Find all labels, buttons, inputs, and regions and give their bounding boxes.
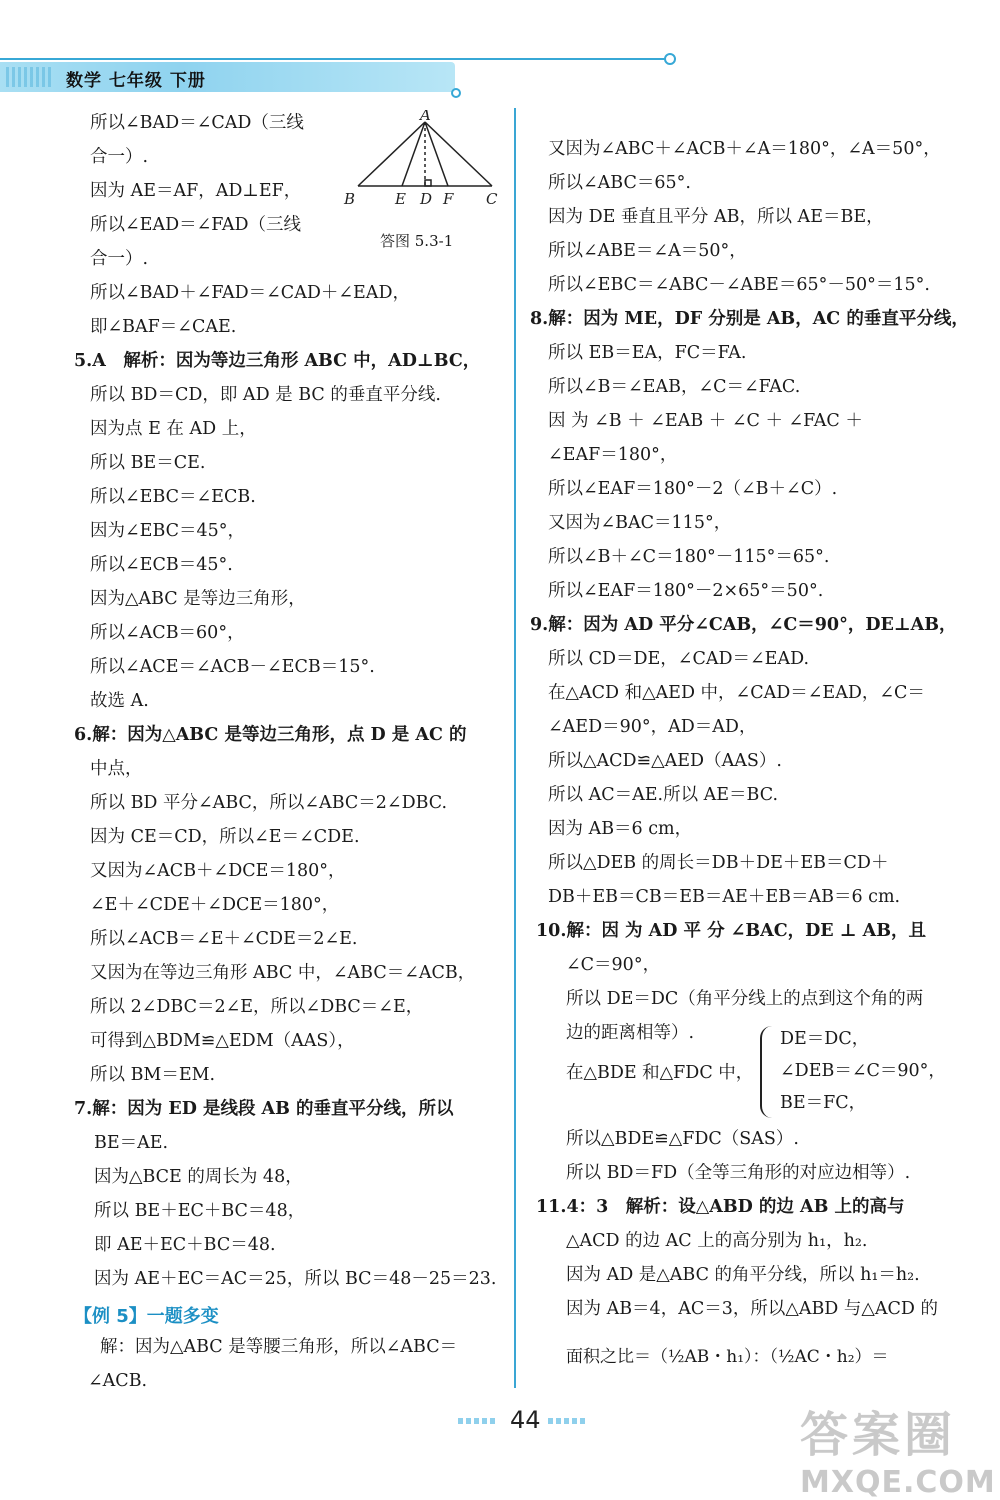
- left-line: 因为△BCE 的周长为 48，: [94, 1167, 303, 1187]
- left-line: 因为∠EBC＝45°，: [90, 521, 246, 541]
- header-rule-end-dot: [664, 53, 676, 65]
- left-line: 又因为∠ACB＋∠DCE＝180°，: [90, 861, 346, 881]
- right-line: 所以 BD＝FD（全等三角形的对应边相等）.: [566, 1163, 911, 1183]
- left-line: 所以∠EBC＝∠ECB.: [90, 487, 256, 507]
- right-line: 在△ACD 和△AED 中，∠CAD＝∠EAD，∠C＝: [548, 683, 925, 703]
- left-line: 所以 BE＝CE.: [90, 453, 206, 473]
- right-line: 所以∠B＋∠C＝180°－115°＝65°.: [548, 547, 830, 567]
- left-line: 所以 BD＝CD，即 AD 是 BC 的垂直平分线.: [90, 385, 441, 405]
- answer-7-heading: 7.解：因为 ED 是线段 AB 的垂直平分线，所以: [74, 1099, 454, 1119]
- left-line: 即∠BAF＝∠CAE.: [90, 317, 237, 337]
- right-line: 所以 EB＝EA，FC＝FA.: [548, 343, 747, 363]
- example-line: 解：因为△ABC 是等腰三角形，所以∠ABC＝: [100, 1337, 458, 1357]
- right-line: 所以 AC＝AE.所以 AE＝BC.: [548, 785, 779, 805]
- left-line: ∠E＋∠CDE＋∠DCE＝180°，: [90, 895, 340, 915]
- left-line: 中点，: [90, 759, 143, 779]
- right-line: △ACD 的边 AC 上的高分别为 h₁，h₂.: [566, 1231, 868, 1251]
- page-number-decoration: [548, 1418, 588, 1424]
- right-line: 所以 DE＝DC（角平分线上的点到这个角的两: [566, 989, 924, 1009]
- right-line: 所以∠EAF＝180°－2×65°＝50°.: [548, 581, 824, 601]
- watermark-title: 答案圈: [800, 1407, 957, 1463]
- header-decoration: [6, 67, 54, 87]
- page-number: 44: [510, 1406, 541, 1434]
- answer-5-heading: 5.A 解析：因为等边三角形 ABC 中，AD⊥BC，: [74, 351, 481, 371]
- watermark-url: MXQE.COM: [800, 1465, 996, 1500]
- left-line: 所以∠ECB＝45°.: [90, 555, 233, 575]
- right-line: 所以 CD＝DE，∠CAD＝∠EAD.: [548, 649, 810, 669]
- right-line: DB＋EB＝CB＝EB＝AE＋EB＝AB＝6 cm.: [548, 887, 901, 907]
- right-line: 因为 DE 垂直且平分 AB，所以 AE＝BE，: [548, 207, 884, 227]
- answer-8-heading: 8.解：因为 ME，DF 分别是 AB，AC 的垂直平分线，: [530, 309, 969, 329]
- right-line: ∠C＝90°，: [566, 955, 661, 975]
- right-line: ∠AED＝90°，AD＝AD，: [548, 717, 757, 737]
- left-line: 所以∠BAD＋∠FAD＝∠CAD＋∠EAD，: [90, 283, 410, 303]
- right-line: 又因为∠ABC＋∠ACB＋∠A＝180°，∠A＝50°，: [548, 139, 941, 159]
- right-line: 面积之比＝（½AB・h₁）：（½AC・h₂）＝: [566, 1347, 889, 1367]
- right-line: 所以∠B＝∠EAB，∠C＝∠FAC.: [548, 377, 801, 397]
- left-line: 所以 2∠DBC＝2∠E，所以∠DBC＝∠E，: [90, 997, 424, 1017]
- left-line: 因为 CE＝CD，所以∠E＝∠CDE.: [90, 827, 360, 847]
- system-lead: 在△BDE 和△FDC 中，: [566, 1063, 754, 1083]
- left-line: 合一）.: [90, 249, 149, 269]
- label-B: B: [344, 190, 356, 208]
- right-line: 因为 AB＝4，AC＝3，所以△ABD 与△ACD 的: [566, 1299, 938, 1319]
- system-row: ∠DEB＝∠C＝90°，: [780, 1061, 946, 1081]
- right-line: 又因为∠BAC＝115°，: [548, 513, 732, 533]
- answer-10-heading: 10.解：因 为 AD 平 分 ∠BAC，DE ⊥ AB，且: [536, 921, 926, 941]
- answer-11-heading: 11.4：3 解析：设△ABD 的边 AB 上的高与: [536, 1197, 905, 1217]
- label-E: E: [395, 190, 406, 208]
- example-line: ∠ACB.: [88, 1371, 148, 1391]
- label-D: D: [420, 190, 433, 208]
- left-line: 因为 AE＋EC＝AC＝25，所以 BC＝48－25＝23.: [94, 1269, 497, 1289]
- left-line: 所以 BD 平分∠ABC，所以∠ABC＝2∠DBC.: [90, 793, 448, 813]
- left-line: 所以∠ACB＝∠E＋∠CDE＝2∠E.: [90, 929, 358, 949]
- book-title: 数学 七年级 下册: [66, 71, 206, 91]
- left-line: 故选 A.: [90, 691, 149, 711]
- right-line: 所以∠EAF＝180°－2（∠B＋∠C）.: [548, 479, 838, 499]
- left-line: 所以 BM＝EM.: [90, 1065, 216, 1085]
- label-C: C: [486, 190, 498, 208]
- right-line: 所以∠EBC＝∠ABC－∠ABE＝65°－50°＝15°.: [548, 275, 930, 295]
- label-F: F: [443, 190, 454, 208]
- left-line: 因为点 E 在 AD 上，: [90, 419, 257, 439]
- left-line: 所以 BE＋EC＋BC＝48，: [94, 1201, 306, 1221]
- watermark: [800, 1396, 996, 1500]
- answer-6-heading: 6.解：因为△ABC 是等边三角形，点 D 是 AC 的: [74, 725, 467, 745]
- figure-caption: 答图 5.3-1: [380, 232, 454, 250]
- left-line: 合一）.: [90, 147, 149, 167]
- right-line: 边的距离相等）.: [566, 1023, 695, 1043]
- left-line: 又因为在等边三角形 ABC 中，∠ABC＝∠ACB，: [90, 963, 476, 983]
- right-line: 所以△BDE≌△FDC（SAS）.: [566, 1129, 799, 1149]
- right-line: 因为 AB＝6 cm，: [548, 819, 693, 839]
- left-line: 所以∠EAD＝∠FAD（三线: [90, 215, 302, 235]
- header-band-dot: [451, 88, 461, 98]
- left-line: 所以∠BAD＝∠CAD（三线: [90, 113, 304, 133]
- left-line: 因为 AE＝AF，AD⊥EF，: [90, 181, 302, 201]
- system-row: BE＝FC，: [780, 1093, 867, 1113]
- right-line: 所以∠ABC＝65°.: [548, 173, 691, 193]
- left-line: 可得到△BDM≌△EDM（AAS），: [90, 1031, 355, 1051]
- header-rule: [0, 58, 668, 60]
- left-line: 即 AE＋EC＋BC＝48.: [94, 1235, 276, 1255]
- left-line: 所以∠ACB＝60°，: [90, 623, 245, 643]
- page-number-decoration: [458, 1418, 498, 1424]
- system-brace: [760, 1026, 776, 1118]
- left-line: 所以∠ACE＝∠ACB－∠ECB＝15°.: [90, 657, 375, 677]
- right-line: 因 为 ∠B ＋ ∠EAB ＋ ∠C ＋ ∠FAC ＋: [548, 411, 863, 431]
- right-line: 所以△ACD≌△AED（AAS）.: [548, 751, 782, 771]
- example-5-heading: 【例 5】一题多变: [74, 1306, 219, 1327]
- answer-9-heading: 9.解：因为 AD 平分∠CAB，∠C＝90°，DE⊥AB，: [530, 615, 957, 635]
- label-A: A: [420, 110, 431, 124]
- right-line: ∠EAF＝180°，: [548, 445, 678, 465]
- column-divider: [514, 108, 516, 1388]
- right-line: 所以∠ABE＝∠A＝50°，: [548, 241, 747, 261]
- system-row: DE＝DC，: [780, 1029, 870, 1049]
- left-line: 因为△ABC 是等边三角形，: [90, 589, 306, 609]
- right-line: 所以△DEB 的周长＝DB＋DE＋EB＝CD＋: [548, 853, 889, 873]
- triangle-figure: [340, 110, 510, 210]
- right-line: 因为 AD 是△ABC 的角平分线，所以 h₁＝h₂.: [566, 1265, 920, 1285]
- left-line: BE＝AE.: [94, 1133, 169, 1153]
